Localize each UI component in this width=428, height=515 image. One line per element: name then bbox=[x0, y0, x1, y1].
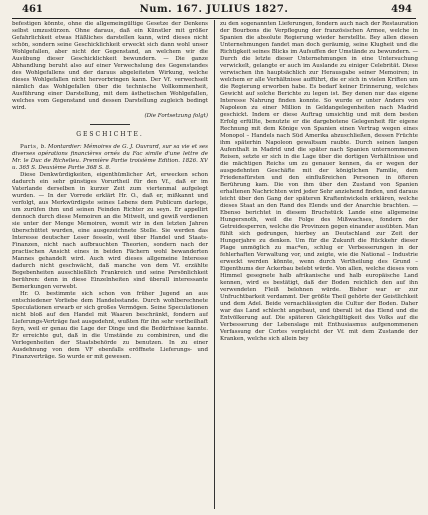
section-title: GESCHICHTE. bbox=[76, 131, 144, 138]
citation-place: Paris, bbox=[20, 144, 39, 150]
page-number-right: 494 bbox=[391, 4, 412, 15]
continuation-note: (Die Fortsetzung folgt) bbox=[144, 113, 208, 119]
left-paragraph-2: Diese Denkwürdigkeiten, eigenthümlicher Art, erwecken schon dadurch ein sehr günstiges Vorurtheil für den Vf., daß er im Vaterlande derselben in kurzer Zeit zum viertenmal aufgelegt wurden. — In der Vorrede erklärt Hr. O., daß er, mißkannt und verfolgt, aus Merkwürdigste seines Lebens dem Publicum darlege, um zurüfen ihm und seinen Feinden Richter zu seyn. Er appellirt dennoch durch diese Memoiren an die Mitwelt, und gewiß verdienen sie unter der Menge Memoiren, womit wir in den letzten Jahren überschüttet wurden, eine ausgezeichnete Stelle. Sie werden das Interesse deutscher Leser fesseln, weil über Handel und Staats-Finanzen, nicht nach aufbrauchten Theorien, sondern nach der practischen Ansicht eines in beiden Fächern wohl bewanderten Mannes gehandelt wird. Auch wird dieses allgemeine Interesse dadurch nicht geschwächt, daß manche von dem Vf. erzählte Begebenheiten ausschließlich Frankreich und seine Persönlichkeit berühren: denn in diese Einzelnheiten sind überall interessante Bemerkungen verwebt. bbox=[12, 172, 208, 290]
right-paragraph-1: zu den sogenannten Lieferungen, fondern auch nach der Restauration der Bourbons die Verpflegung der französischen Armee, welche in Spanien die absolute Regierung wieder herstellte. Bey allen diesen Unternehmungen fandet man doch geräumig, seine Klugheit und die Richtigkeit seines Blicks im Aufsuffen der Umstände zu bewundern. — Durch die letzte dieser Unternehmungen in eine Untersuchung verwickelt, gelangte er auch im Auslande zu einiger Celebrität. Diese verwischen ihn hauptsächlich zur Herausgabe seiner Memoiren; in welchem er alle Verhältnisse aufführt, die er sich in vielen Kriften um die Regierung erworben habe. Es bedarf keiner Erinnerung, welches Gewicht auf solche Berichte zu legen ist. Bey denen nur das eigene Interesse Nahrung finden konnte. So wurde er unter Anders von Napoleon zu einer Million in Geldangelegenheiten nach Madrid geschickt. Indem er diese Auftrag umsichtig und mit dem besten Erfolg erfüllte, benutzte er die dargebotene Gelegenheit für eigene Rechnung mit dem Könige von Spanien einen Vertrag wegen eines Monopol – Handels nach Süd Amerika abzuschließen, dessen Früchte ihm späterhin Napoleon gewaltsam raubte. Durch seinen langen Aufenthalt in Madrid und die später nach Spanien unternommenen Reisen, setzte er sich in die Lage über die dortigen Verhältnisse und die mächtigen Reichs um zu genauer kennen, da er wegen der ausgedehnten Geschäfte mit der königlichen Familie, dem Friedensfürsten und den einflußreichen Personen in öfteren Berührung kam. Die von ihm über den Zustand von Spanien erhaltenen Nachrichten wird jeder Sehr anziehend finden, und daraus leicht über den Gang der späteren Kraftentwickeln erklären, welche dieses Staat an den Rand des Elends und der Anarchie brachten. — Ebenso berichtet in diesem Bruchstück Lande eine allgemeine Hungersnoth, weil die Folge des Mißwachses, fondern der Getreidesperren, welche die Provinzen gegen einander ausübten. Man fühlt sich gedrungen, hierbey an Deutschland zur Zeit der Hungerjahre zu denken. Um für die Zukunft die Rückkehr dieser Plage unmöglich zu mac*en, schlug er Verbesserungen in der fehlerhaften Verwaltung vor, und zeigte, wie die National – Industrie erweckt werden könnte, wenn durch Vertheilung des Grund – Eigenthums der Ackerbau belebt würde. Von allen, welche dieses vom Himmel gesegnete halb afrikanische und halb europäische Land kennen, wird es bestätigt, daß der Boden reichlich den auf ihn verwendeten Fleiß belohnen würde. Bisher war er zur Unfruchtbarkeit verdammt. Der größte Theil gehörte der Geistlichkeit und dem Adel. Beide vernachlässigten die Cultur der Boden. Daher war das Land schlecht angebaut, und überall ist das Elend und die Entvölkerung auf. Die späteren Gleichgültigkeit des Volks auf die Verbesserung der Lebenslage mit Enthusiasmus aufgenommenen Verfassung der Cortes vergleicht der Vf. mit dem Zustande der Kranken, welche sich allein bey bbox=[220, 21, 418, 342]
left-column bbox=[12, 21, 208, 361]
left-paragraph-1: befestigen könnte, ohne die allgemeingültige Gesetze der Denkens selbst umzustürzen. Ohne daraus, daß ein Künstler mit größer Gefahrlichkeit etwas Häßliches darstellen kann, wird dieses nicht schön, sondern seine Geschicklichkeit erweckt sich dann wohl unser Wohlgefallen, aber nicht der Gegenstand, an welchem wir die Ausübung dieser Geschicklichkeit bewundern. — Die ganze Abhandlung beruht also auf einer Verwechslung des Gegenstandes des Wohlgefallens und der daraus abgeleiteten Wirkung, welche dieses Wohlgefallen nicht hervorbringen kann. Der Vf. verwechselt nämlich das Wohlgefallen über die technische Vollkommenheit, Ausführung einer Darstellung, mit dem ästhetischen Wohlgefallen, welches vom Gegenstand und dessen Darstellung zugleich bedingt wird. bbox=[12, 21, 208, 111]
citation-body: b. Montardier: Mémoires de G. J. Ouvrard, sur sa vie et ses diverses opérations financières ornés du Fac simile d'une lettre de Mr. le Duc de Richelieu. Première Partie troisième Edition. 1826. XV u. 365 S. Deuxième Partie 368 S. 8. bbox=[12, 144, 208, 171]
page-header bbox=[12, 2, 416, 19]
right-column bbox=[220, 21, 418, 343]
issue-date: Num. 167. JULIUS 1827. bbox=[139, 4, 289, 15]
book-citation bbox=[12, 144, 208, 172]
separator-rule bbox=[90, 124, 130, 125]
left-paragraph-3: Hr. O. bestimmte sich schon von früher Jugend an aus entschiedener Vorliebe dem Handelsstande. Durch wohlberechnete Speculationen erwarb er sich großes Vermögen. Seine Speculationen nicht bloß auf den Handel mit Waaren beschränkt, fondern auf Lieferungs-Verträge fast ausgedehnt, wußten für ihn sehr vortheilhaft feyn, weil er genau die Lage der Dinge und die Bedürfnisse kannte. Er erreichte gut, daß in die Umstände zu combiniren, und die Verlegenheiten der Staatsbehörde zu benutzen. In zu einer Ausdehnung von dem VF ebenfalls eröffnete Lieferungs- und Finanzverträge. So wurde er mit gewesen. bbox=[12, 291, 208, 360]
column-divider bbox=[214, 20, 215, 509]
page-number-left: 461 bbox=[22, 4, 43, 15]
